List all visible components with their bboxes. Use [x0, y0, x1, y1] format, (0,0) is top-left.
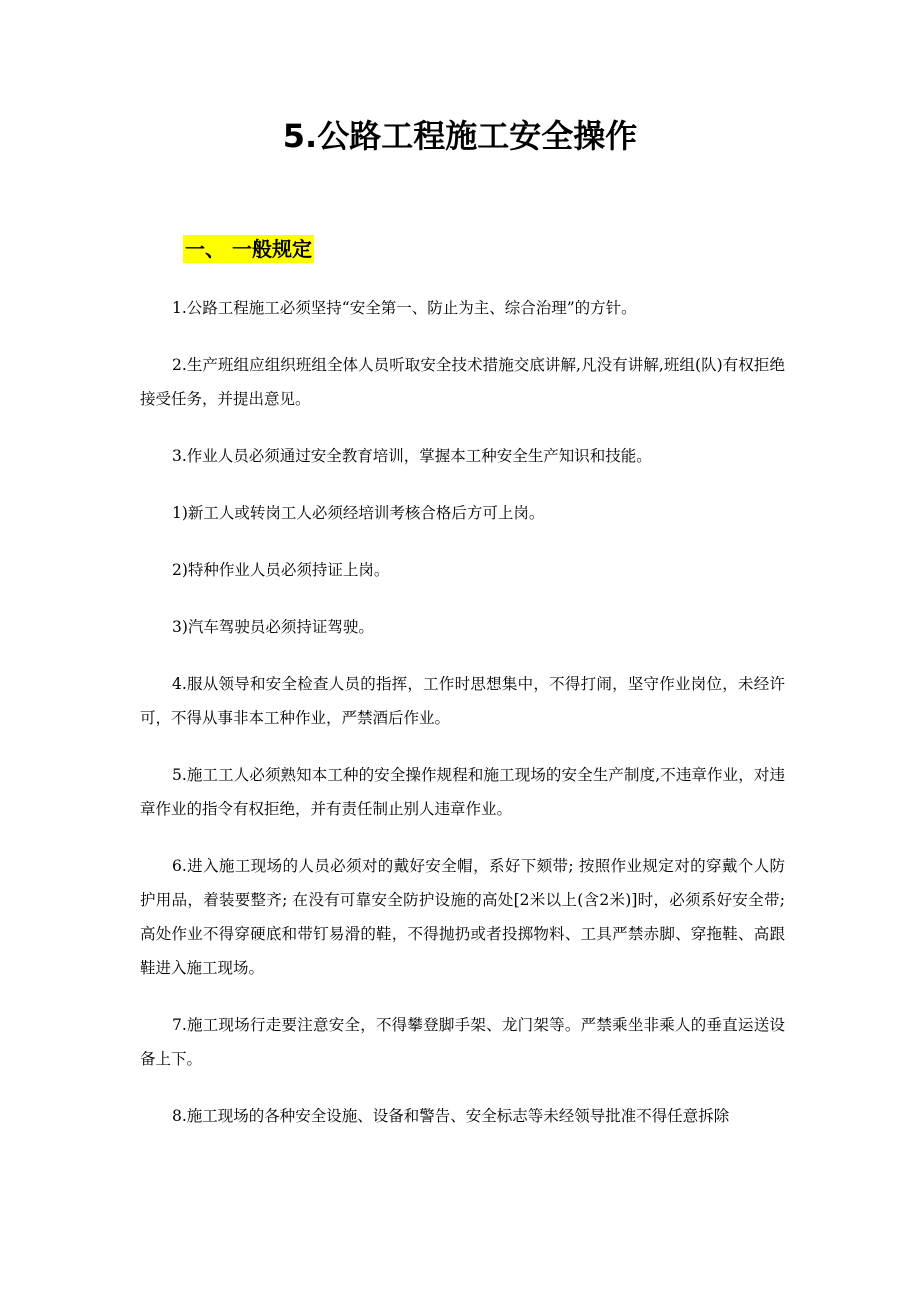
paragraph-rule-6: 6.进入施工现场的人员必须对的戴好安全帽，系好下颏带; 按照作业规定对的穿戴个人防护用品，着装要整齐; 在没有可靠安全防护设施的高处[2米以上(含2米)]时，必须系好安全带; 高处作业不得穿硬底和带钉易滑的鞋，不得抛扔或者投掷物料、工具严禁赤脚、穿拖鞋、高跟鞋进入施工现场。	[140, 857, 785, 977]
paragraph-rule-1: 1.公路工程施工必须坚持“安全第一、防止为主、综合治理”的方针。	[172, 299, 637, 317]
paragraph-rule-4: 4.服从领导和安全检查人员的指挥，工作时思想集中，不得打闹，坚守作业岗位，未经许可，不得从事非本工种作业，严禁酒后作业。	[140, 675, 785, 727]
document-body	[140, 291, 785, 1156]
paragraph-subrule-1: 1)新工人或转岗工人必须经培训考核合格后方可上岗。	[172, 504, 545, 522]
page-title: 5.公路工程施工安全操作	[282, 117, 638, 155]
paragraph-rule-3: 3.作业人员必须通过安全教育培训，掌握本工种安全生产知识和技能。	[172, 447, 652, 465]
paragraph-subrule-2: 2)特种作业人员必须持证上岗。	[172, 561, 390, 579]
paragraph-rule-5: 5.施工工人必须熟知本工种的安全操作规程和施工现场的安全生产制度,不违章作业，对违章作业的指令有权拒绝，并有责任制止别人违章作业。	[140, 766, 785, 818]
paragraph-rule-7: 7.施工现场行走要注意安全，不得攀登脚手架、龙门架等。严禁乘坐非乘人的垂直运送设备上下。	[140, 1016, 785, 1068]
paragraph-rule-2: 2.生产班组应组织班组全体人员听取安全技术措施交底讲解,凡没有讲解,班组(队)有权拒绝接受任务，并提出意见。	[140, 356, 785, 408]
paragraph-rule-8: 8.施工现场的各种安全设施、设备和警告、安全标志等未经领导批准不得任意拆除	[172, 1107, 730, 1125]
paragraph-subrule-3: 3)汽车驾驶员必须持证驾驶。	[172, 618, 374, 636]
section-heading	[183, 232, 314, 266]
section-heading-text: 一、 一般规定	[185, 237, 312, 261]
